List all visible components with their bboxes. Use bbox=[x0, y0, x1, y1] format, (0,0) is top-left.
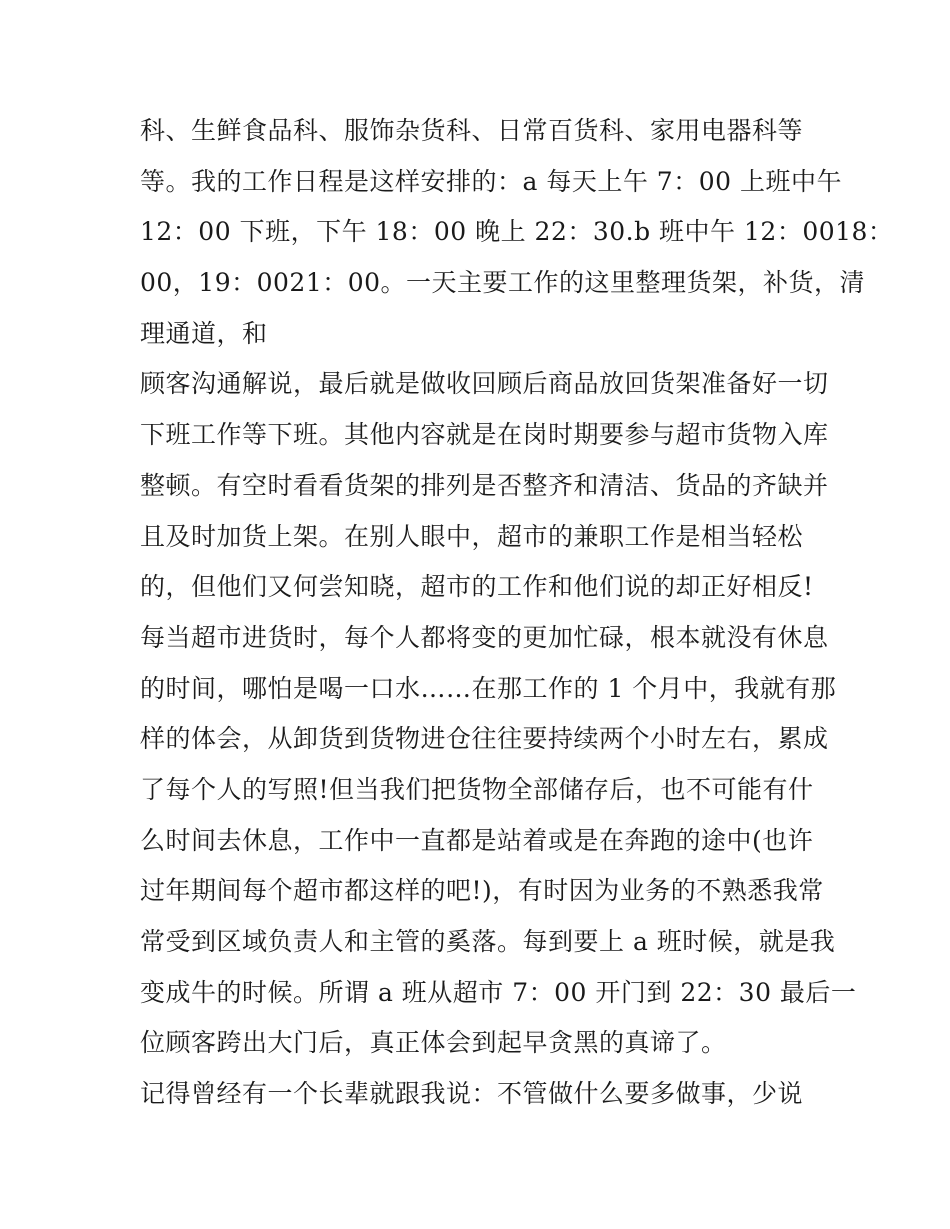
text-line: 记得曾经有一个长辈就跟我说：不管做什么要多做事，少说 bbox=[140, 1079, 804, 1109]
text-line: 的时间，哪怕是喝一口水……在那工作的 1 个月中，我就有那 bbox=[140, 673, 837, 703]
text-line: 了每个人的写照!但当我们把货物全部储存后，也不可能有什 bbox=[140, 774, 814, 804]
text-line: 的，但他们又何尝知晓，超市的工作和他们说的却正好相反! bbox=[140, 572, 814, 602]
text-line: 且及时加货上架。在别人眼中，超市的兼职工作是相当轻松 bbox=[140, 521, 804, 551]
text-line: 常受到区域负责人和主管的奚落。每到要上 a 班时候，就是我 bbox=[140, 927, 836, 956]
text-line: 过年期间每个超市都这样的吧!)，有时因为业务的不熟悉我常 bbox=[140, 876, 824, 906]
text-line: 理通道，和 bbox=[140, 318, 268, 348]
text-line: 变成牛的时候。所谓 a 班从超市 7：00 开门到 22：30 最后一 bbox=[140, 977, 857, 1007]
text-line: 整顿。有空时看看货架的排列是否整齐和清洁、货品的齐缺并 bbox=[140, 470, 829, 500]
text-line: 样的体会，从卸货到货物进仓往往要持续两个小时左右，累成 bbox=[140, 724, 829, 754]
text-line: 00，19：0021：00。一天主要工作的这里整理货架，补货，清 bbox=[140, 268, 866, 298]
text-line: 顾客沟通解说，最后就是做收回顾后商品放回货架准备好一切 bbox=[140, 369, 829, 399]
text-line: 12：00 下班，下午 18：00 晚上 22：30.b 班中午 12：0018： bbox=[140, 217, 894, 247]
text-line: 么时间去休息，工作中一直都是站着或是在奔跑的途中(也许 bbox=[140, 825, 814, 855]
text-line: 每当超市进货时，每个人都将变的更加忙碌，根本就没有休息 bbox=[140, 622, 829, 652]
body-text bbox=[140, 106, 894, 1120]
text-line: 科、生鲜食品科、服饰杂货科、日常百货科、家用电器科等 bbox=[140, 116, 804, 145]
text-line: 下班工作等下班。其他内容就是在岗时期要参与超市货物入库 bbox=[140, 420, 829, 450]
text-line: 位顾客跨出大门后，真正体会到起早贪黑的真谛了。 bbox=[140, 1028, 727, 1058]
text-line: 等。我的工作日程是这样安排的：a 每天上午 7：00 上班中午 bbox=[140, 166, 842, 196]
